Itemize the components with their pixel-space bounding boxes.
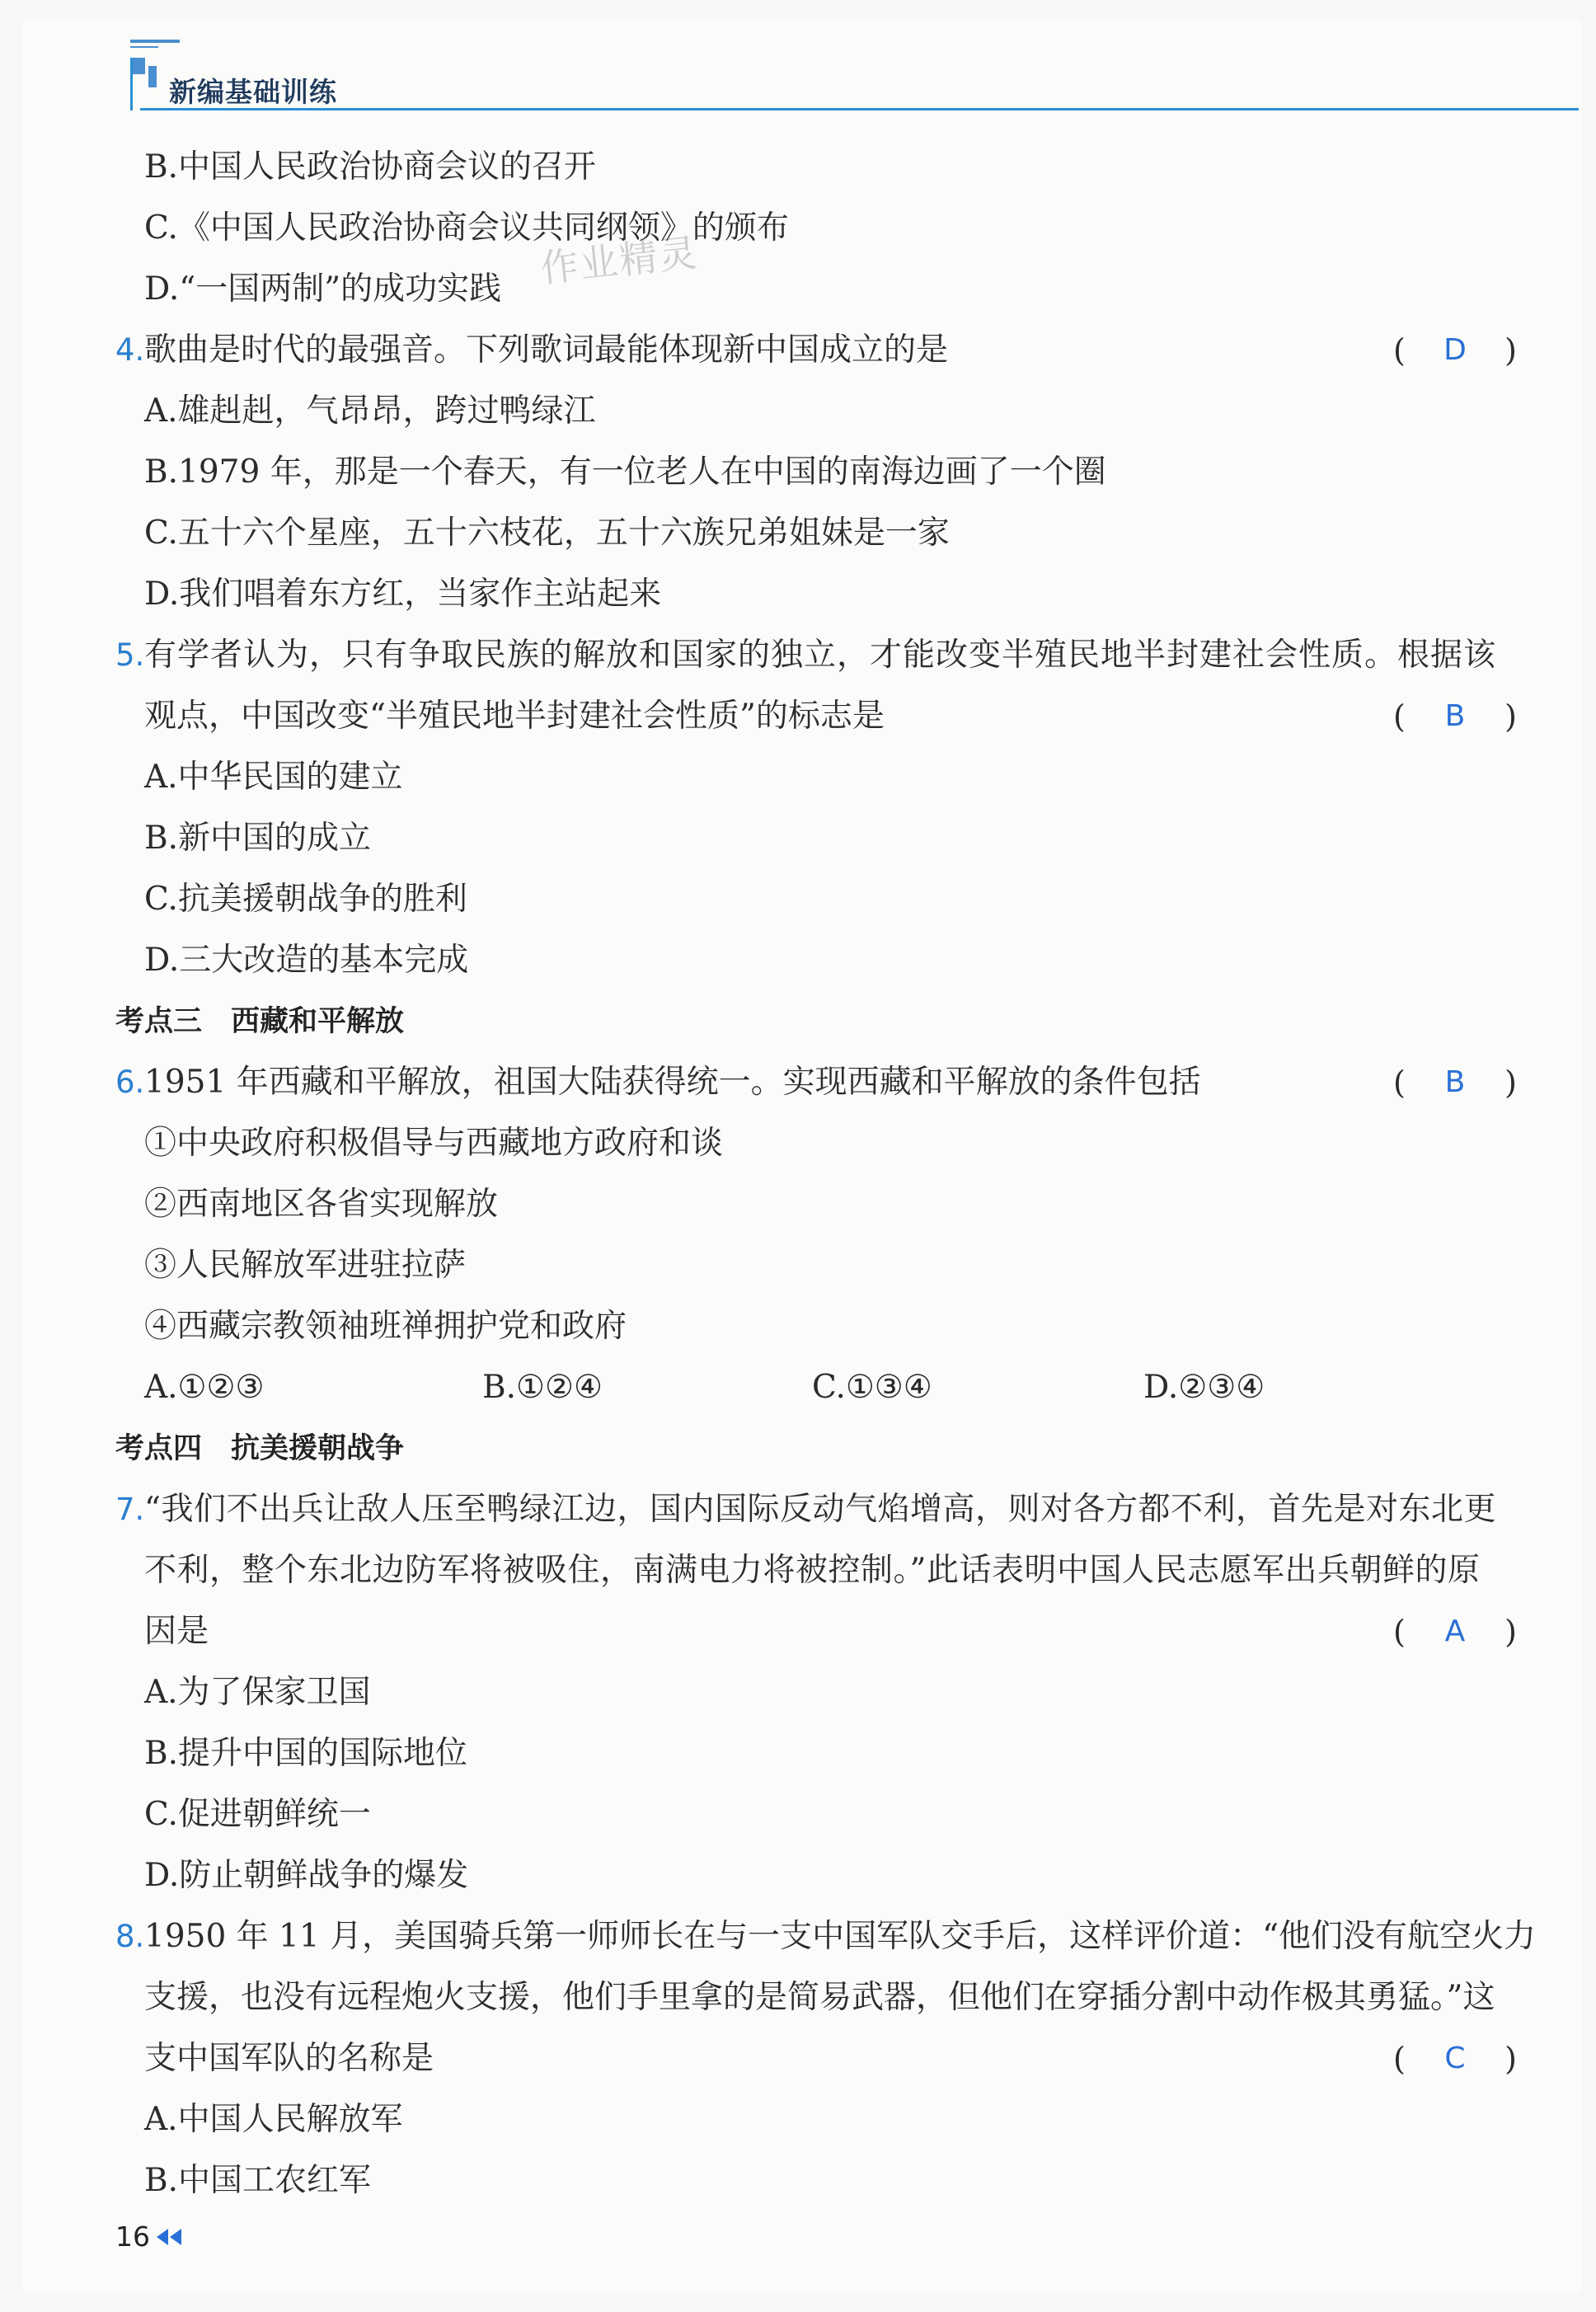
answer-value: A [1444, 1614, 1466, 1648]
question-stem: 1951 年西藏和平解放，祖国大陆获得统一。实现西藏和平解放的条件包括 [144, 1064, 1201, 1101]
option-line: A.中华民国的建立 [144, 759, 403, 796]
question-stem: 观点，中国改变“半殖民地半封建社会性质”的标志是 [144, 698, 885, 735]
section-heading: 考点四 抗美援朝战争 [115, 1432, 405, 1465]
option-line: A.雄赳赳，气昂昂，跨过鸭绿江 [144, 392, 596, 430]
statement-line: ③人民解放军进驻拉萨 [144, 1247, 467, 1284]
option-line: D.三大改造的基本完成 [144, 942, 469, 979]
question-stem: 支援，也没有远程炮火支援，他们手里拿的是简易武器，但他们在穿插分割中动作极其勇猛。”这 [144, 1979, 1495, 2016]
question-stem: “我们不出兵让敌人压至鸭绿江边，国内国际反动气焰增高，则对各方都不利，首先是对东北更 [144, 1491, 1496, 1528]
choice-b: B.①②④ [482, 1369, 603, 1406]
option-line: D.防止朝鲜战争的爆发 [144, 1857, 469, 1894]
option-line: B.1979 年，那是一个春天，有一位老人在中国的南海边画了一个圈 [144, 453, 1106, 491]
question-number: 4. [115, 332, 145, 368]
watermark: 作业精灵 [538, 230, 701, 291]
header-accent-rule [130, 58, 133, 110]
answer-bracket: ( D ) [1393, 330, 1517, 371]
option-line: D.“一国两制”的成功实践 [144, 270, 502, 308]
answer-bracket: ( C ) [1393, 2038, 1517, 2079]
choice-d: D.②③④ [1143, 1369, 1265, 1406]
header-rule [140, 108, 1579, 110]
question-stem: 1950 年 11 月，美国骑兵第一师师长在与一支中国军队交手后，这样评价道：“他们没有航空火力 [144, 1918, 1537, 1955]
statement-line: ②西南地区各省实现解放 [144, 1186, 499, 1223]
option-line: C.促进朝鲜统一 [144, 1796, 371, 1833]
question-number: 5. [115, 637, 145, 673]
option-line: B.提升中国的国际地位 [144, 1735, 468, 1772]
question-number: 8. [115, 1919, 145, 1954]
statement-line: ④西藏宗教领袖班禅拥护党和政府 [144, 1308, 627, 1345]
question-stem: 有学者认为，只有争取民族的解放和国家的独立，才能改变半殖民地半封建社会性质。根据该 [144, 637, 1497, 674]
option-line: B.中国人民政治协商会议的召开 [144, 148, 597, 186]
question-number: 7. [115, 1492, 145, 1527]
question-stem: 因是 [144, 1613, 209, 1650]
question-number: 6. [115, 1064, 145, 1100]
question-stem: 不利，整个东北边防军将被吸住，南满电力将被控制。”此话表明中国人民志愿军出兵朝鲜的原 [144, 1552, 1481, 1589]
answer-bracket: ( B ) [1393, 696, 1517, 737]
page-number: 16 [115, 2220, 150, 2253]
section-heading: 考点三 西藏和平解放 [115, 1005, 405, 1038]
answer-value: C [1444, 2042, 1466, 2075]
header-title: 新编基础训练 [169, 76, 337, 108]
question-stem: 歌曲是时代的最强音。下列歌词最能体现新中国成立的是 [144, 331, 949, 369]
choice-c: C.①③④ [812, 1369, 932, 1406]
option-line: B.中国工农红军 [144, 2162, 372, 2199]
choice-a: A.①②③ [144, 1369, 265, 1406]
answer-value: B [1444, 699, 1466, 733]
option-line: C.抗美援朝战争的胜利 [144, 881, 467, 918]
option-line: C.《中国人民政治协商会议共同纲领》的颁布 [144, 209, 789, 247]
option-line: C.五十六个星座，五十六枝花，五十六族兄弟姐妹是一家 [144, 515, 950, 552]
option-line: D.我们唱着东方红，当家作主站起来 [144, 576, 662, 613]
option-line: B.新中国的成立 [144, 820, 372, 857]
question-stem: 支中国军队的名称是 [144, 2040, 434, 2077]
answer-bracket: ( B ) [1393, 1062, 1517, 1103]
option-line: A.中国人民解放军 [144, 2101, 403, 2138]
statement-line: ①中央政府积极倡导与西藏地方政府和谈 [144, 1125, 724, 1162]
answer-bracket: ( A ) [1393, 1611, 1517, 1652]
option-line: A.为了保家卫国 [144, 1674, 371, 1711]
answer-value: D [1443, 333, 1467, 367]
answer-value: B [1444, 1065, 1466, 1099]
double-arrow-left-icon [153, 2227, 183, 2247]
